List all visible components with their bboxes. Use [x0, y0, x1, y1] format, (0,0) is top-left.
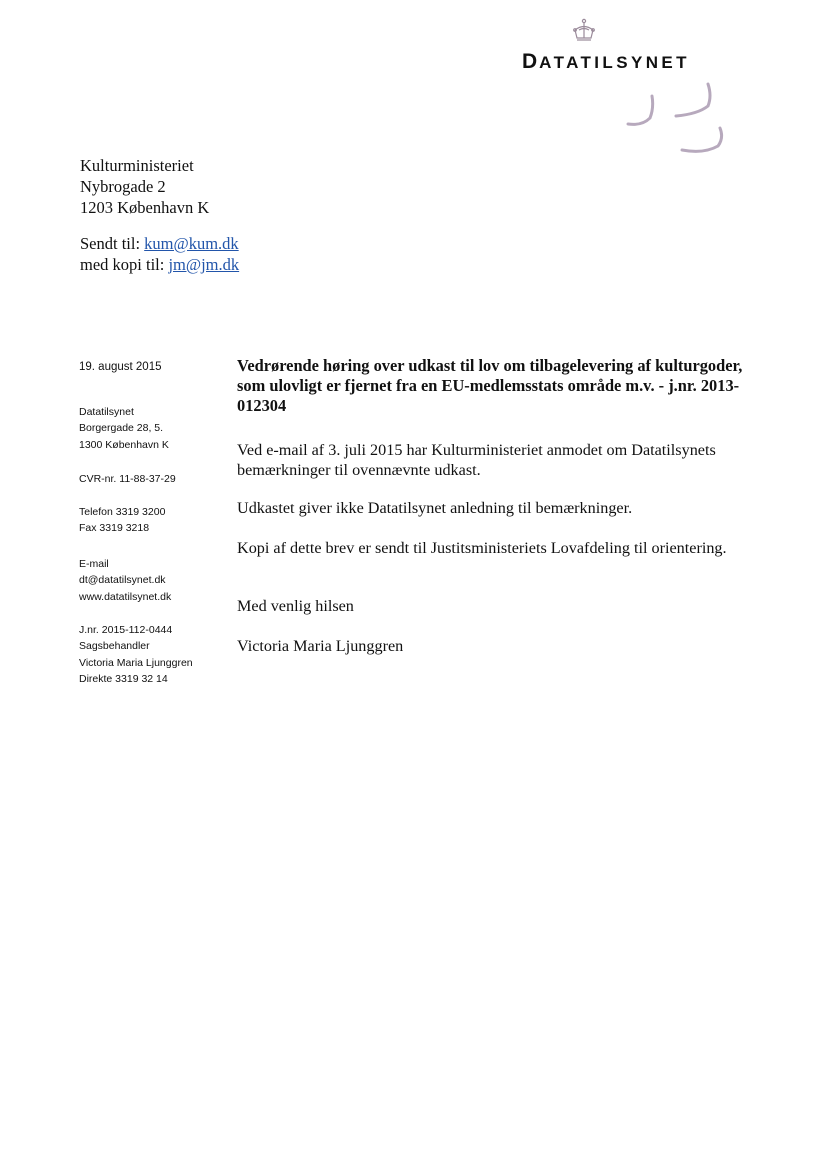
- sent-to-email-link[interactable]: kum@kum.dk: [144, 234, 239, 253]
- sender-email: dt@datatilsynet.dk: [79, 574, 166, 587]
- fax-number: Fax 3319 3218: [79, 522, 150, 535]
- paragraph-3: Kopi af dette brev er sendt til Justitsministeriets Lovafdeling til orientering.: [237, 539, 727, 557]
- closing: Med venlig hilsen: [237, 597, 354, 615]
- recipient-address: [80, 155, 209, 218]
- cc-label: med kopi til:: [80, 255, 165, 274]
- cc-email-link[interactable]: jm@jm.dk: [168, 255, 240, 274]
- sent-info: [80, 233, 239, 275]
- recipient-line: 1203 København K: [80, 198, 210, 217]
- direct-phone: Direkte 3319 32 14: [79, 673, 168, 686]
- cvr-number: CVR-nr. 11-88-37-29: [79, 473, 176, 485]
- crown-logo-icon: [571, 18, 597, 44]
- paragraph-2: Udkastet giver ikke Datatilsynet anledning til bemærkninger.: [237, 499, 633, 517]
- sender-street: Borgergade 28, 5.: [79, 422, 164, 435]
- subject-line: Vedrørende høring over udkast til lov om tilbagelevering af kulturgoder,: [237, 356, 743, 375]
- signature-name: Victoria Maria Ljunggren: [237, 637, 404, 655]
- letter-date: 19. august 2015: [79, 361, 162, 373]
- paragraph-line: bemærkninger til ovennævnte udkast.: [237, 461, 481, 479]
- case-block: [79, 622, 193, 688]
- handler-name: Victoria Maria Ljunggren: [79, 656, 193, 669]
- brand-rest: ATATILSYNET: [539, 53, 690, 72]
- paragraph-1: [237, 440, 777, 480]
- sender-web: www.datatilsynet.dk: [79, 590, 172, 603]
- subject-line: som ulovligt er fjernet fra en EU-medlemsstats område m.v. - j.nr. 2013-: [237, 376, 740, 395]
- contact-block: [79, 556, 171, 605]
- paragraph-line: Ved e-mail af 3. juli 2015 har Kulturministeriet anmodet om Datatilsynets: [237, 441, 716, 459]
- phone-block: [79, 504, 165, 537]
- brand-initial: D: [522, 50, 540, 73]
- brand-wordmark: [522, 50, 690, 74]
- phone-number: Telefon 3319 3200: [79, 506, 166, 518]
- sender-city: 1300 København K: [79, 438, 169, 451]
- subject-line: 012304: [237, 396, 287, 415]
- recipient-line: Nybrogade 2: [80, 177, 166, 196]
- handwritten-mark: [620, 80, 730, 162]
- letter-subject: [237, 356, 757, 416]
- sent-to-label: Sendt til:: [80, 234, 141, 253]
- sender-org: Datatilsynet: [79, 406, 134, 418]
- sender-address: [79, 404, 169, 453]
- handler-label: Sagsbehandler: [79, 640, 150, 653]
- journal-number: J.nr. 2015-112-0444: [79, 624, 173, 636]
- email-label: E-mail: [79, 558, 109, 570]
- recipient-line: Kulturministeriet: [80, 156, 194, 175]
